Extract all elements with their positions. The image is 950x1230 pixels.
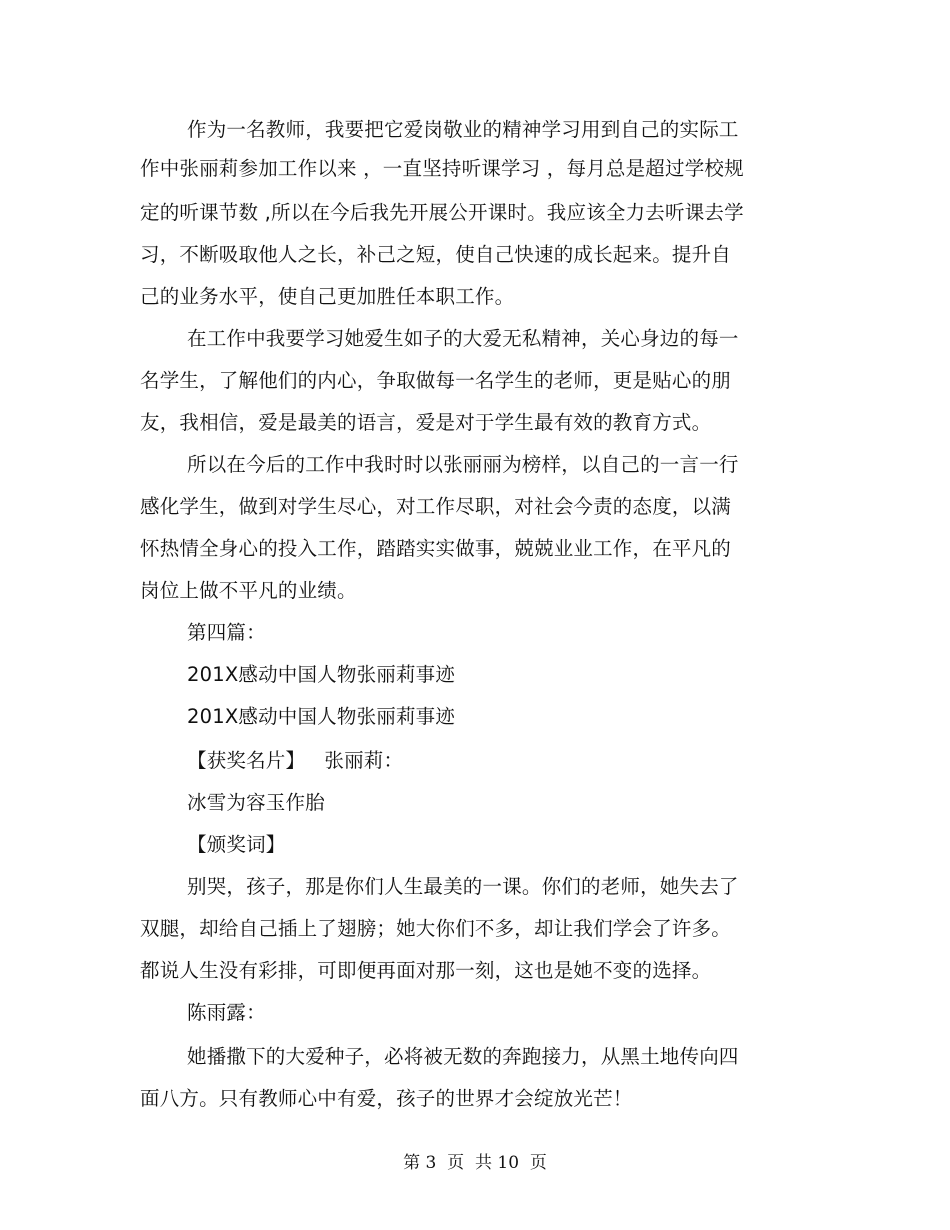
closing-line-1: 她播撒下的大爱种子，必将被无数的奔跑接力，从黑土地传向四	[187, 1045, 739, 1068]
paragraph-1-line-3: 定的听课节数 ,所以在今后我先开展公开课时。我应该全力去听课去学	[140, 201, 744, 224]
paragraph-1-line-4: 习，不断吸取他人之长，补己之短，使自己快速的成长起来。提升自	[140, 243, 732, 266]
award-speech-line-3: 都说人生没有彩排，可即便再面对那一刻，这也是她不变的选择。	[140, 959, 712, 982]
article-title: 201X感动中国人物张丽莉事迹	[187, 663, 456, 686]
award-speech-heading: 【颁奖词】	[187, 833, 286, 856]
paragraph-2-line-2: 名学生，了解他们的内心，争取做每一名学生的老师，更是贴心的朋	[140, 369, 732, 392]
paragraph-2-line-3: 友，我相信，爱是最美的语言，爱是对于学生最有效的教育方式。	[140, 411, 712, 434]
closing-line-2: 面八方。只有教师心中有爱，孩子的世界才会绽放光芒！	[140, 1087, 633, 1110]
award-speech-line-2: 双腿，却给自己插上了翅膀；她大你们不多，却让我们学会了许多。	[140, 917, 732, 940]
award-card-text: 冰雪为容玉作胎	[187, 791, 325, 814]
paragraph-2-line-1: 在工作中我要学习她爱生如子的大爱无私精神，关心身边的每一	[187, 327, 739, 350]
section-heading-part-four: 第四篇：	[187, 621, 266, 644]
article-title-repeat: 201X感动中国人物张丽莉事迹	[187, 705, 456, 728]
paragraph-3-line-3: 怀热情全身心的投入工作，踏踏实实做事，兢兢业业工作，在平凡的	[140, 537, 732, 560]
paragraph-1-line-2: 作中张丽莉参加工作以来 ，一直坚持听课学习 ，每月总是超过学校规	[140, 157, 744, 180]
paragraph-3-line-1: 所以在今后的工作中我时时以张丽丽为榜样，以自己的一言一行	[187, 453, 739, 476]
page-number-footer: 第 3 页 共 10 页	[403, 1153, 547, 1173]
paragraph-3-line-4: 岗位上做不平凡的业绩。	[140, 579, 357, 602]
paragraph-3-line-2: 感化学生，做到对学生尽心，对工作尽职，对社会今责的态度，以满	[140, 495, 732, 518]
paragraph-1-line-5: 己的业务水平，使自己更加胜任本职工作。	[140, 285, 515, 308]
paragraph-1-line-1: 作为一名教师，我要把它爱岗敬业的精神学习用到自己的实际工	[187, 118, 739, 141]
speaker-name: 陈雨露：	[187, 1001, 266, 1024]
award-speech-line-1: 别哭，孩子，那是你们人生最美的一课。你们的老师，她失去了	[187, 875, 739, 898]
award-card-heading: 【获奖名片】 张丽莉：	[187, 749, 404, 772]
